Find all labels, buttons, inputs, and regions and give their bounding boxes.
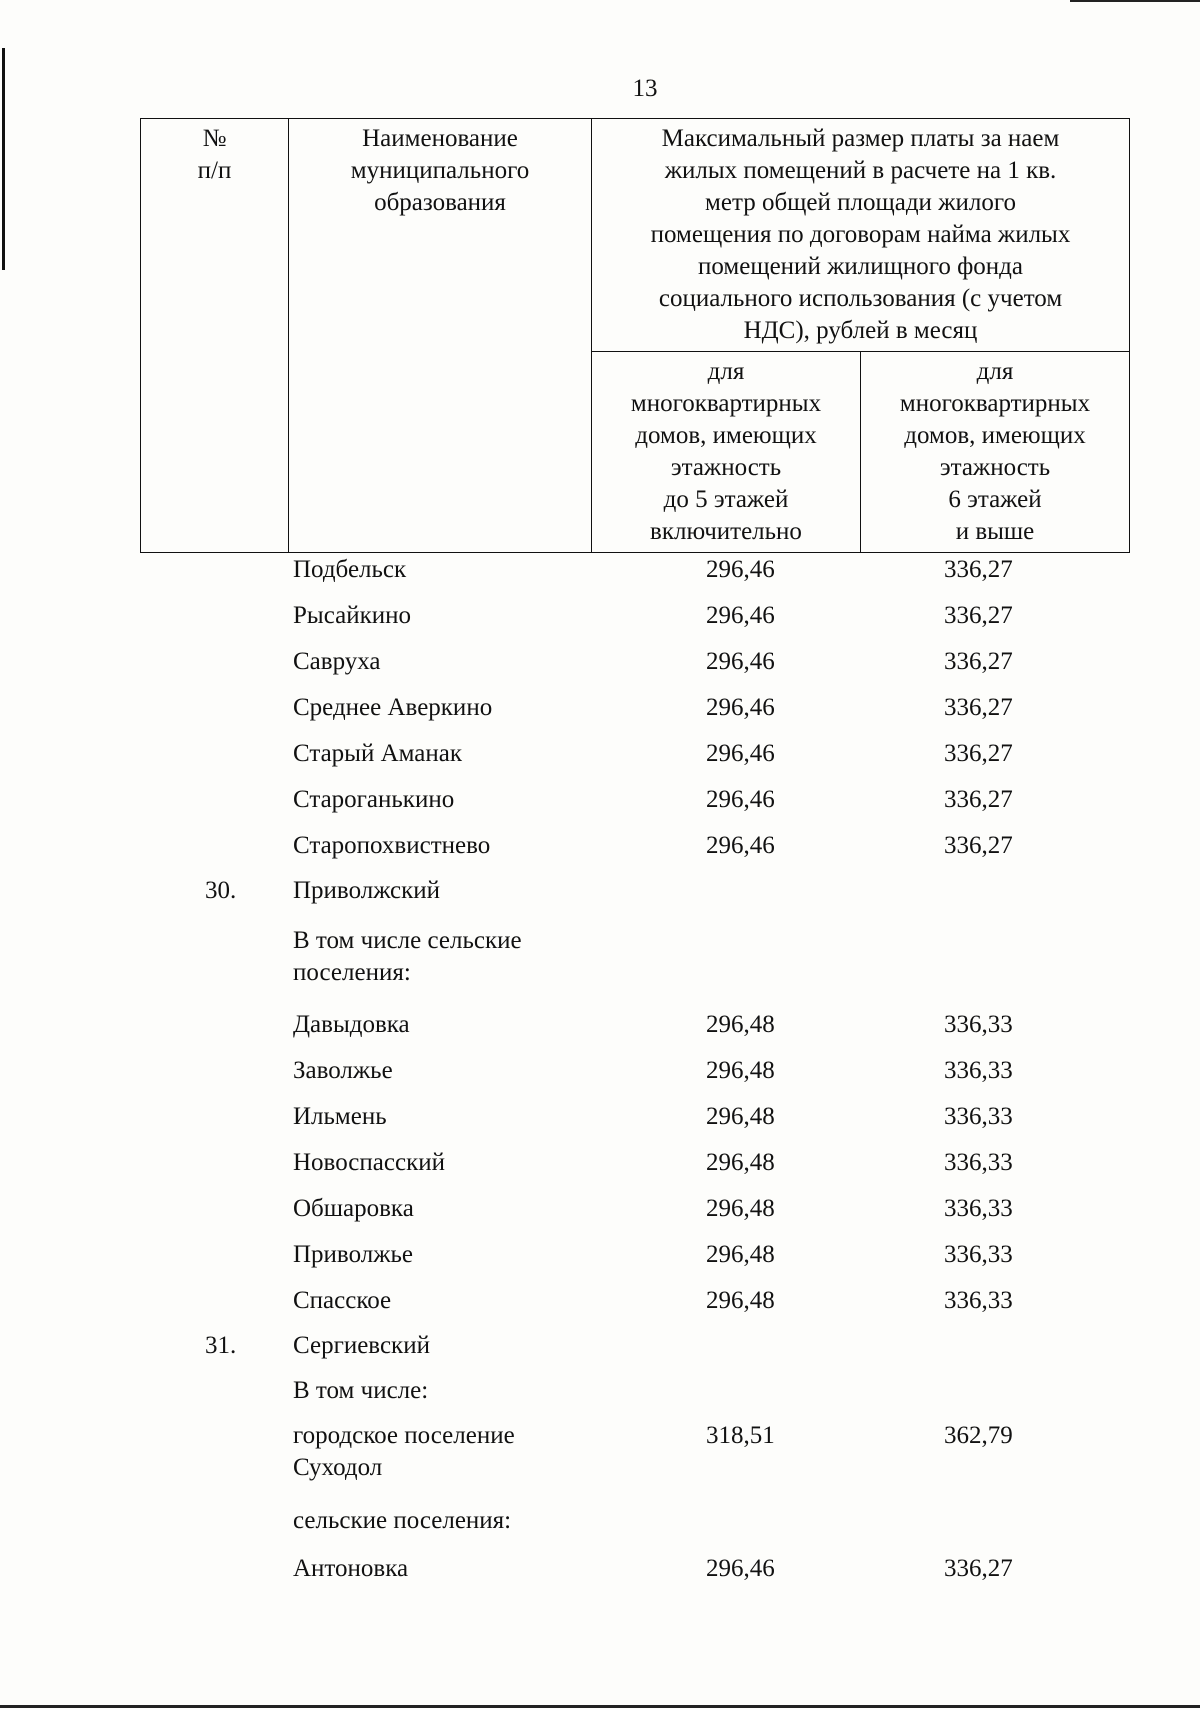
row-value-6-plus: 336,33 <box>944 1057 1013 1084</box>
row-name: Антоновка <box>293 1555 409 1582</box>
header-five-line: до 5 этажей <box>663 486 789 513</box>
row-name: Обшаровка <box>293 1195 414 1222</box>
header-six-line: многоквартирных <box>899 390 1091 417</box>
row-value-6-plus: 336,33 <box>944 1103 1013 1130</box>
scan-bottom-line <box>0 1705 1200 1708</box>
row-value-6-plus: 336,27 <box>944 740 1013 767</box>
header-five-line: этажность <box>670 454 782 481</box>
header-max-fee-line: помещения по договорам найма жилых <box>650 221 1071 248</box>
row-value-6-plus: 362,79 <box>944 1422 1013 1449</box>
row-value-up-to-5: 296,46 <box>706 1555 775 1582</box>
header-max-fee-cell <box>592 119 1130 352</box>
page-number: 13 <box>632 75 658 102</box>
row-value-6-plus: 336,27 <box>944 648 1013 675</box>
header-six-line: для <box>976 358 1014 385</box>
header-five-line: для <box>707 358 745 385</box>
row-value-up-to-5: 318,51 <box>706 1422 775 1449</box>
row-value-up-to-5: 296,46 <box>706 786 775 813</box>
row-number: 31. <box>205 1332 237 1359</box>
header-max-fee-line: Максимальный размер платы за наем <box>661 125 1060 152</box>
header-number-cell <box>141 119 289 553</box>
row-name: Давыдовка <box>293 1011 410 1038</box>
row-name: Ильмень <box>293 1103 387 1130</box>
row-value-6-plus: 336,27 <box>944 832 1013 859</box>
row-name: Старопохвистнево <box>293 832 491 859</box>
row-name: Среднее Аверкино <box>293 694 493 721</box>
row-value-6-plus: 336,33 <box>944 1241 1013 1268</box>
row-name: В том числе сельские поселения: <box>293 927 522 986</box>
header-6-floors-and-above-cell <box>861 352 1130 553</box>
row-value-up-to-5: 296,46 <box>706 648 775 675</box>
row-number: 30. <box>205 877 237 904</box>
row-value-6-plus: 336,27 <box>944 602 1013 629</box>
row-value-up-to-5: 296,46 <box>706 740 775 767</box>
header-six-line: домов, имеющих <box>904 422 1086 449</box>
row-value-up-to-5: 296,48 <box>706 1011 775 1038</box>
row-value-up-to-5: 296,46 <box>706 602 775 629</box>
row-name: Приволжский <box>293 877 441 904</box>
row-name: Новоспасский <box>293 1149 445 1176</box>
header-name-line: Наименование <box>362 125 518 152</box>
row-value-6-plus: 336,33 <box>944 1011 1013 1038</box>
row-name: городское поселение Суходол <box>293 1422 515 1481</box>
row-value-up-to-5: 296,46 <box>706 694 775 721</box>
header-six-line: этажность <box>939 454 1051 481</box>
header-name-line: образования <box>374 189 506 216</box>
scan-top-line <box>1070 0 1200 2</box>
row-name: Приволжье <box>293 1241 413 1268</box>
row-value-6-plus: 336,33 <box>944 1149 1013 1176</box>
header-max-fee-line: социального использования (с учетом <box>658 285 1063 312</box>
row-value-6-plus: 336,27 <box>944 694 1013 721</box>
row-value-up-to-5: 296,48 <box>706 1195 775 1222</box>
row-value-6-plus: 336,27 <box>944 556 1013 583</box>
row-name: Савруха <box>293 648 381 675</box>
header-six-line: 6 этажей <box>948 486 1042 513</box>
row-value-up-to-5: 296,48 <box>706 1149 775 1176</box>
row-value-up-to-5: 296,46 <box>706 832 775 859</box>
header-max-fee-line: метр общей площади жилого <box>705 189 1016 216</box>
row-name: В том числе: <box>293 1377 429 1404</box>
row-name: Спасское <box>293 1287 392 1314</box>
row-value-6-plus: 336,33 <box>944 1195 1013 1222</box>
header-name-cell <box>289 119 592 553</box>
row-value-up-to-5: 296,48 <box>706 1287 775 1314</box>
row-name: Рысайкино <box>293 602 411 629</box>
header-five-line: включительно <box>650 518 802 545</box>
row-name: Староганькино <box>293 786 455 813</box>
row-value-up-to-5: 296,48 <box>706 1103 775 1130</box>
header-name-line: муниципального <box>350 157 530 184</box>
header-five-line: домов, имеющих <box>635 422 817 449</box>
header-six-line: и выше <box>955 518 1035 545</box>
header-number-line: п/п <box>197 157 232 184</box>
row-value-up-to-5: 296,48 <box>706 1057 775 1084</box>
header-number-line: № <box>202 125 227 152</box>
row-name: сельские поселения: <box>293 1507 512 1534</box>
row-value-6-plus: 336,27 <box>944 786 1013 813</box>
row-value-6-plus: 336,33 <box>944 1287 1013 1314</box>
row-value-up-to-5: 296,46 <box>706 556 775 583</box>
row-name: Старый Аманак <box>293 740 463 767</box>
header-up-to-5-floors-cell <box>592 352 861 553</box>
header-max-fee-line: помещений жилищного фонда <box>698 253 1023 280</box>
header-max-fee-line: НДС), рублей в месяц <box>743 317 978 344</box>
row-name: Подбельск <box>293 556 407 583</box>
table-header <box>140 118 1130 553</box>
header-max-fee-line: жилых помещений в расчете на 1 кв. <box>664 157 1057 184</box>
row-name: Заволжье <box>293 1057 393 1084</box>
row-value-up-to-5: 296,48 <box>706 1241 775 1268</box>
row-name: Сергиевский <box>293 1332 430 1359</box>
header-five-line: многоквартирных <box>630 390 822 417</box>
row-value-6-plus: 336,27 <box>944 1555 1013 1582</box>
